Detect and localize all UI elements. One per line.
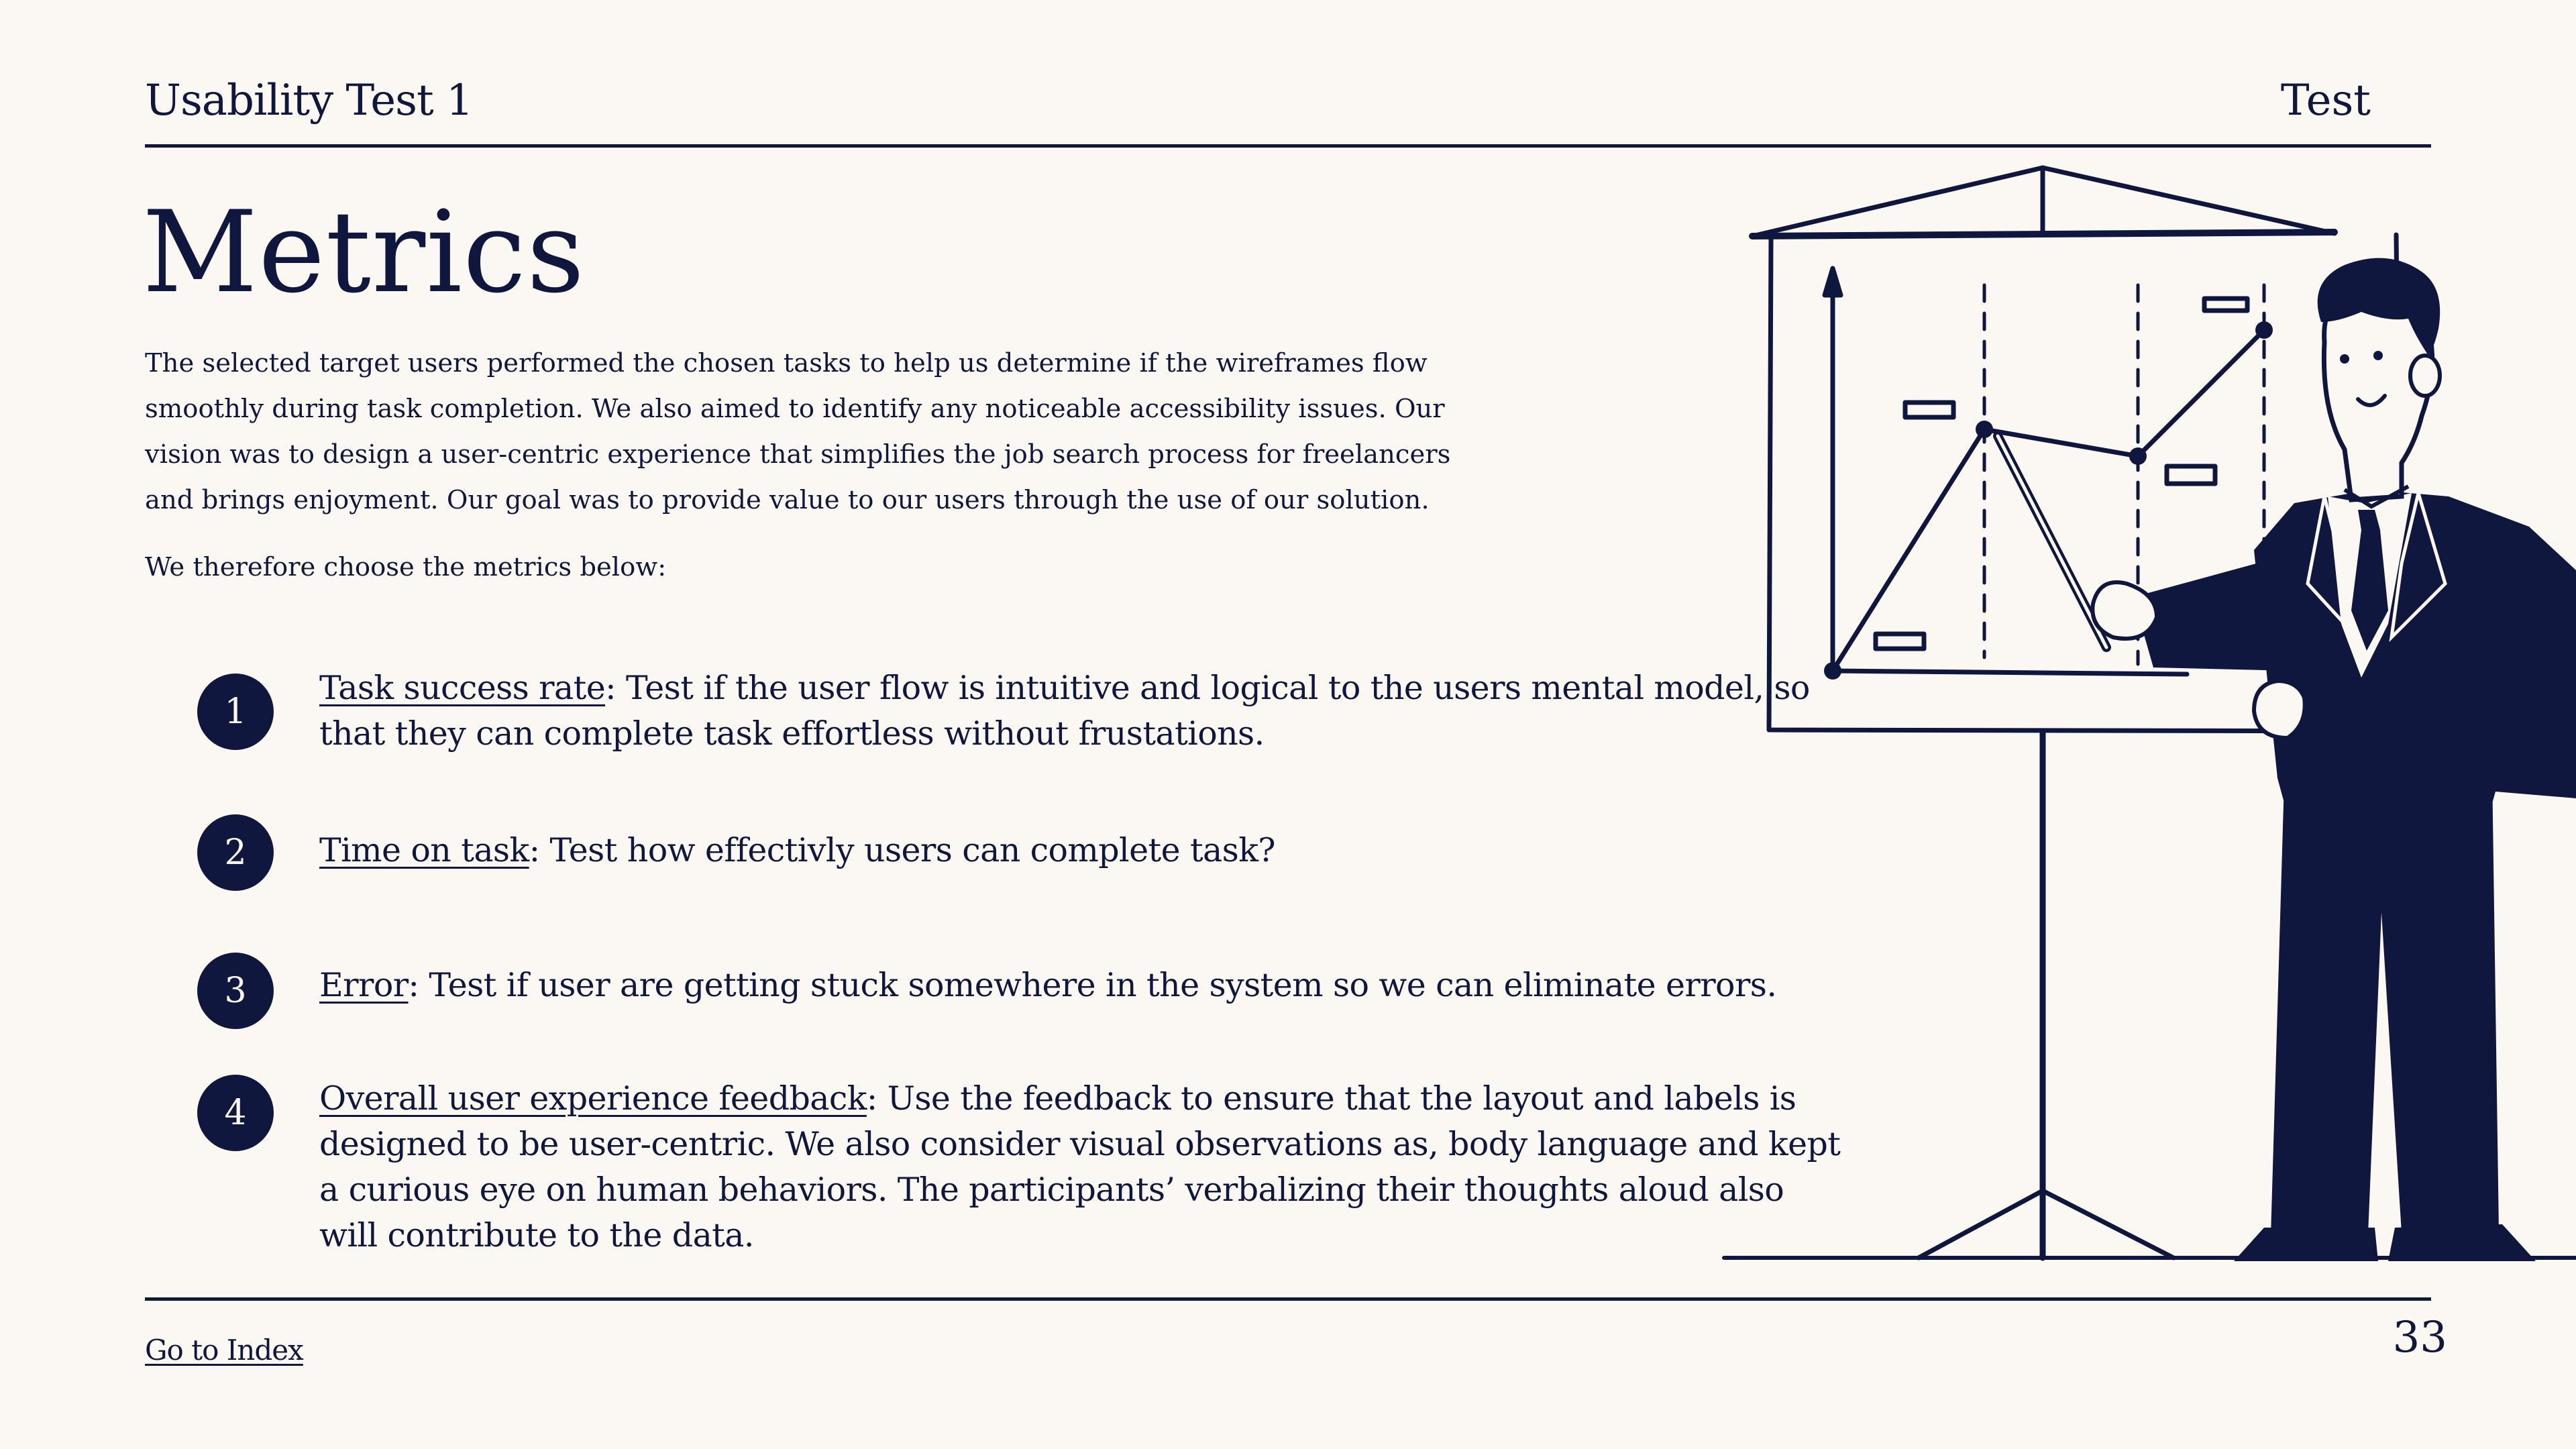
footer-divider [145,1297,2431,1301]
intro-paragraph: The selected target users performed the chosen tasks to help us determine if the wireframes flow smoothly during task completion. We also aimed to identify any noticeable accessibility issues. Our vision was to design a user-centric experience that simplifies the job search process for freelancers and brings enjoyment. Our goal was to provide value to our users through the use of our solution. [145,348,1451,515]
metric-description: : Test if user are getting stuck somewhere in the system so we can eliminate errors. [408,966,1777,1004]
presenter-illustration [1717,154,2576,1275]
metric-number-badge: 4 [197,1075,274,1151]
metric-description: : Test how effectivly users can complete task? [529,831,1275,869]
metric-item [319,1076,1842,1258]
metric-term: Time on task [319,831,529,869]
metric-number-badge: 1 [197,674,274,750]
header-divider [145,144,2431,148]
metric-term: Overall user experience feedback [319,1079,867,1118]
metric-description: : Test if the user flow is intuitive and logical to the users mental model, so that they can complete task effortless without frustations. [319,669,1810,753]
page-title: Metrics [142,186,586,318]
go-to-index-link[interactable]: Go to Index [145,1334,303,1366]
metric-item [319,963,1842,1008]
header-title: Usability Test 1 [145,76,473,125]
metric-item [319,828,1842,873]
lead-text: We therefore choose the metrics below: [145,552,667,582]
presenter-figure-icon [2092,258,2576,1261]
metric-number-badge: 3 [197,953,274,1029]
page-number: 33 [2392,1313,2447,1362]
metric-number-badge: 2 [197,814,274,891]
metric-term: Task success rate [319,669,606,707]
metric-term: Error [319,966,409,1004]
header-section-label: Test [2280,76,2371,125]
metric-item [319,665,1842,757]
metric-description: : Use the feedback to ensure that the layout and labels is designed to be user-centric. We also consider visual observations as, body language and kept a curious eye on human behaviors. The participants’ verbalizing their thoughts aloud also will contribute to the data. [319,1079,1841,1254]
